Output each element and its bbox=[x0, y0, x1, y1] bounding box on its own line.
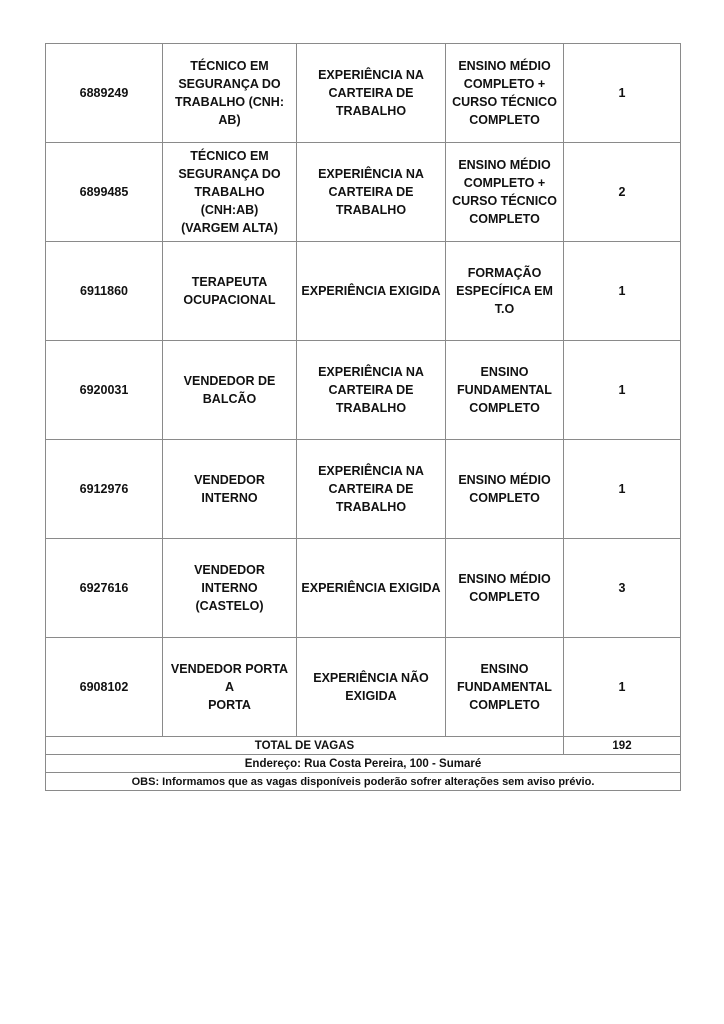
education-cell: ENSINO MÉDIO COMPLETO bbox=[446, 539, 564, 638]
experience-cell: EXPERIÊNCIA NA CARTEIRA DE TRABALHO bbox=[297, 440, 446, 539]
total-label: TOTAL DE VAGAS bbox=[46, 737, 564, 755]
job-title-cell: VENDEDOR INTERNO (CASTELO) bbox=[163, 539, 297, 638]
address-row bbox=[46, 755, 681, 773]
vacancies-cell: 1 bbox=[564, 440, 681, 539]
experience-cell: EXPERIÊNCIA NA CARTEIRA DE TRABALHO bbox=[297, 143, 446, 242]
experience-cell: EXPERIÊNCIA EXIGIDA bbox=[297, 242, 446, 341]
table-row bbox=[46, 143, 681, 242]
experience-cell: EXPERIÊNCIA NA CARTEIRA DE TRABALHO bbox=[297, 341, 446, 440]
table-row bbox=[46, 44, 681, 143]
vacancies-cell: 1 bbox=[564, 638, 681, 737]
vacancies-cell: 1 bbox=[564, 44, 681, 143]
vacancies-cell: 1 bbox=[564, 242, 681, 341]
table-row bbox=[46, 242, 681, 341]
vacancies-cell: 1 bbox=[564, 341, 681, 440]
experience-cell: EXPERIÊNCIA NA CARTEIRA DE TRABALHO bbox=[297, 44, 446, 143]
job-code-cell: 6899485 bbox=[46, 143, 163, 242]
education-cell: ENSINO MÉDIO COMPLETO + CURSO TÉCNICO COMPLETO bbox=[446, 143, 564, 242]
total-value: 192 bbox=[564, 737, 681, 755]
table-row bbox=[46, 341, 681, 440]
education-cell: ENSINO FUNDAMENTAL COMPLETO bbox=[446, 341, 564, 440]
obs-row bbox=[46, 773, 681, 791]
job-code-cell: 6912976 bbox=[46, 440, 163, 539]
job-vacancies-table bbox=[45, 43, 681, 791]
job-code-cell: 6911860 bbox=[46, 242, 163, 341]
address-text: Endereço: Rua Costa Pereira, 100 - Sumaré bbox=[46, 755, 681, 773]
education-cell: ENSINO MÉDIO COMPLETO + CURSO TÉCNICO COMPLETO bbox=[446, 44, 564, 143]
job-title-cell: TÉCNICO EM SEGURANÇA DO TRABALHO (CNH: AB) bbox=[163, 44, 297, 143]
experience-cell: EXPERIÊNCIA NÃO EXIGIDA bbox=[297, 638, 446, 737]
table-row bbox=[46, 638, 681, 737]
vacancies-cell: 3 bbox=[564, 539, 681, 638]
job-title-cell: VENDEDOR INTERNO bbox=[163, 440, 297, 539]
job-code-cell: 6908102 bbox=[46, 638, 163, 737]
job-title-cell: VENDEDOR PORTA A PORTA bbox=[163, 638, 297, 737]
job-title-cell: TERAPEUTA OCUPACIONAL bbox=[163, 242, 297, 341]
education-cell: ENSINO FUNDAMENTAL COMPLETO bbox=[446, 638, 564, 737]
education-cell: FORMAÇÃO ESPECÍFICA EM T.O bbox=[446, 242, 564, 341]
job-code-cell: 6927616 bbox=[46, 539, 163, 638]
job-title-cell: VENDEDOR DE BALCÃO bbox=[163, 341, 297, 440]
job-title-cell: TÉCNICO EM SEGURANÇA DO TRABALHO (CNH:AB) (VARGEM ALTA) bbox=[163, 143, 297, 242]
table-row bbox=[46, 440, 681, 539]
obs-text: OBS: Informamos que as vagas disponíveis poderão sofrer alterações sem aviso prévio. bbox=[46, 773, 681, 791]
table-row bbox=[46, 539, 681, 638]
education-cell: ENSINO MÉDIO COMPLETO bbox=[446, 440, 564, 539]
job-code-cell: 6920031 bbox=[46, 341, 163, 440]
job-code-cell: 6889249 bbox=[46, 44, 163, 143]
total-row bbox=[46, 737, 681, 755]
experience-cell: EXPERIÊNCIA EXIGIDA bbox=[297, 539, 446, 638]
vacancies-cell: 2 bbox=[564, 143, 681, 242]
